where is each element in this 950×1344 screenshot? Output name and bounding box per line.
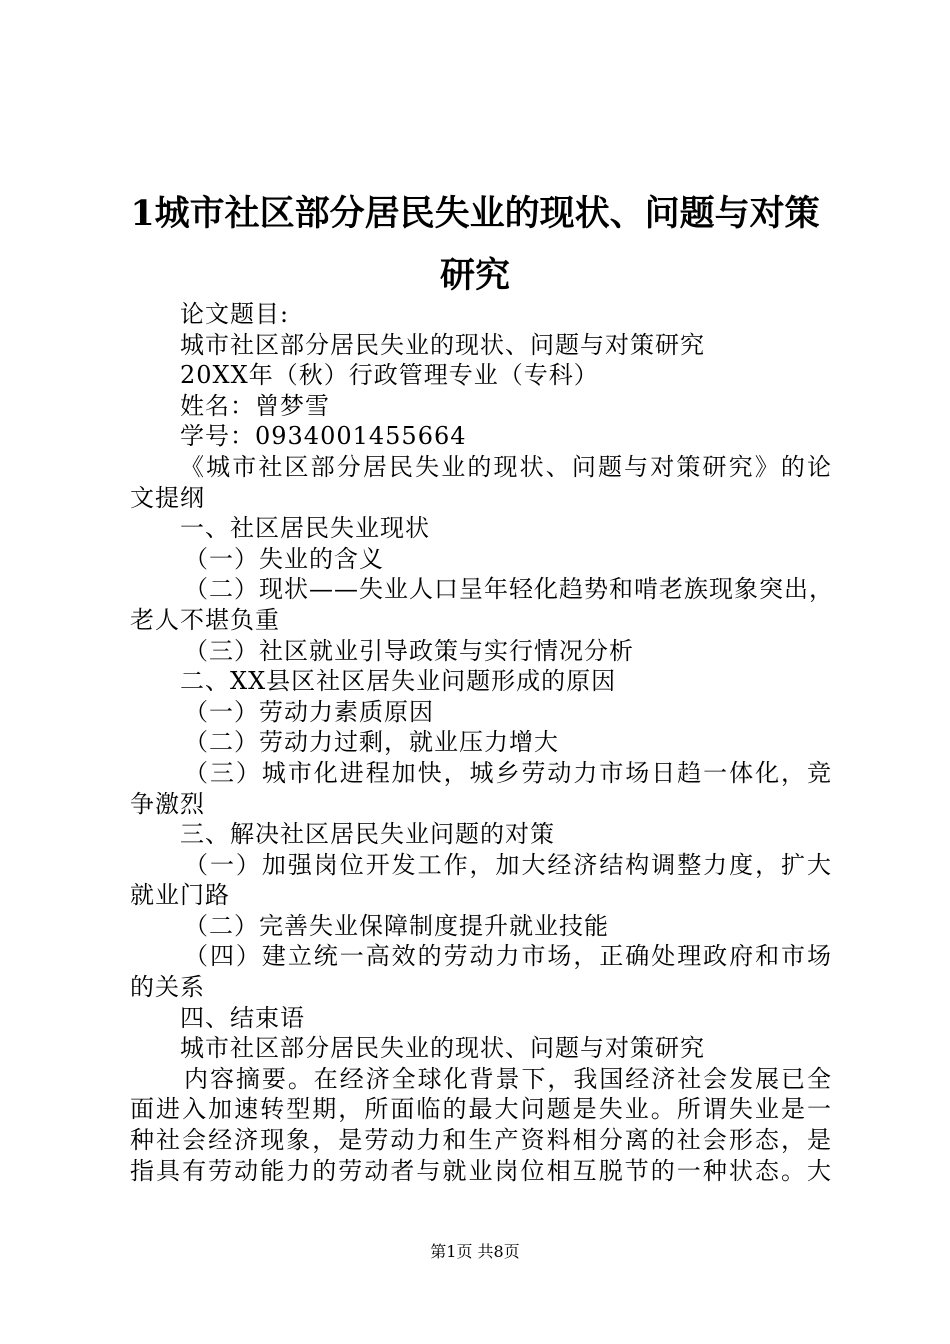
outline-item-1-3: （三）社区就业引导政策与实行情况分析 — [184, 636, 634, 665]
title-line-1: 1城市社区部分居民失业的现状、问题与对策 — [130, 193, 820, 234]
abstract-line-3: 种社会经济现象，是劳动力和生产资料相分离的社会形态，是 — [130, 1126, 832, 1155]
abstract-line-2: 面进入加速转型期，所面临的最大问题是失业。所谓失业是一 — [130, 1095, 832, 1124]
outline-item-1-1: （一）失业的含义 — [184, 544, 384, 573]
outline-section-3: 三、解决社区居民失业问题的对策 — [180, 820, 555, 849]
outline-item-1-2-cont: 老人不堪负重 — [130, 605, 280, 634]
outline-item-2-3: （三）城市化进程加快，城乡劳动力市场日趋一体化，竞 — [184, 758, 832, 787]
outline-item-3-4: （四）建立统一高效的劳动力市场，正确处理政府和市场 — [184, 942, 832, 971]
page-footer: 第1页 共8页 — [430, 1242, 520, 1261]
document-title — [120, 183, 830, 307]
outline-section-2: 二、XX县区社区居失业问题形成的原因 — [180, 667, 617, 696]
outline-section-4: 四、结束语 — [180, 1003, 305, 1032]
student-name: 姓名：曾梦雪 — [180, 391, 330, 420]
abstract-line-1: 内容摘要。在经济全球化背景下，我国经济社会发展已全 — [184, 1064, 832, 1093]
outline-item-2-2: （二）劳动力过剩，就业压力增大 — [184, 728, 559, 757]
outline-item-3-1: （一）加强岗位开发工作，加大经济结构调整力度，扩大 — [184, 850, 832, 879]
outline-item-2-1: （一）劳动力素质原因 — [184, 697, 434, 726]
outline-item-2-3-cont: 争激烈 — [130, 789, 205, 818]
outline-heading-cont: 文提纲 — [130, 483, 205, 512]
thesis-topic-label: 论文题目: — [180, 300, 290, 328]
document-body — [130, 299, 832, 1186]
semester-major: 20XX年（秋）行政管理专业（专科） — [180, 361, 599, 390]
student-id: 学号：0934001455664 — [180, 422, 467, 451]
outline-item-3-4-cont: 的关系 — [130, 973, 205, 1002]
title-line-2: 研究 — [439, 255, 510, 296]
outline-item-1-2: （二）现状——失业人口呈年轻化趋势和啃老族现象突出， — [184, 575, 834, 604]
outline-heading: 《城市社区部分居民失业的现状、问题与对策研究》的论 — [180, 452, 832, 481]
outline-section-1: 一、社区居民失业现状 — [180, 514, 430, 543]
outline-item-3-1-cont: 就业门路 — [130, 881, 230, 910]
thesis-topic: 城市社区部分居民失业的现状、问题与对策研究 — [180, 330, 705, 359]
abstract-line-4: 指具有劳动能力的劳动者与就业岗位相互脱节的一种状态。大 — [130, 1156, 832, 1185]
outline-item-3-2: （二）完善失业保障制度提升就业技能 — [184, 911, 609, 940]
body-title: 城市社区部分居民失业的现状、问题与对策研究 — [180, 1034, 705, 1063]
